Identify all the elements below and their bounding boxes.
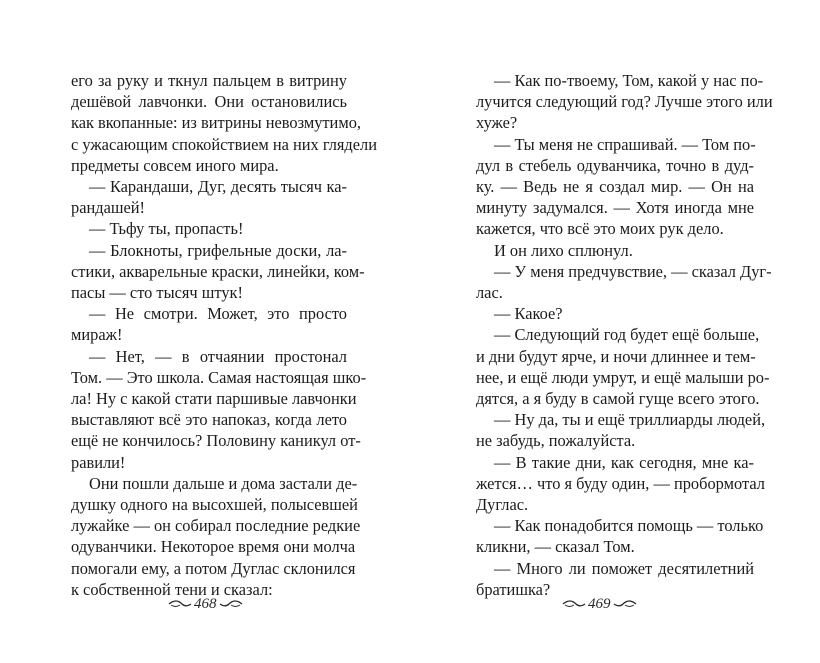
text-line: рандашей!: [71, 198, 145, 218]
folio-ornament-right-icon: [219, 598, 243, 610]
text-line: выставляют всё это напоказ, когда лето: [71, 410, 347, 430]
text-line: — Как по-твоему, Том, какой у нас по-: [494, 71, 764, 90]
left-page-text: [71, 70, 377, 600]
text-line: не забудь, пожалуйста.: [476, 431, 636, 451]
text-line: Том. — Это школа. Самая настоящая шко-: [71, 367, 367, 387]
text-line: одуванчики. Некоторое время они молча: [71, 537, 356, 557]
text-line: предметы совсем иного мира.: [71, 155, 279, 175]
left-page-number: 468: [194, 595, 217, 612]
text-line: ла! Ну с какой стати паршивые лавчонки: [71, 389, 357, 409]
text-line: стики, акварельные краски, линейки, ком-: [71, 261, 365, 281]
text-line: ку. — Ведь не я создал мир. — Он на: [476, 177, 754, 197]
text-line: лужайке — он собирал последние редкие: [71, 516, 361, 536]
text-line: с ужасающим спокойствием на них глядели: [71, 134, 377, 154]
text-line: — Карандаши, Дуг, десять тысяч ка-: [89, 177, 347, 197]
text-line: Дуглас.: [476, 495, 529, 515]
right-page-folio: [562, 593, 637, 615]
text-line: — Нет, — в отчаянии простонал: [89, 346, 347, 366]
folio-ornament-left-icon: [562, 598, 586, 610]
text-line: — Ну да, ты и ещё триллиарды людей,: [494, 410, 766, 430]
text-line: кажется, что всё это моих рук дело.: [476, 219, 724, 239]
text-line: лас.: [476, 283, 503, 303]
text-line: пасы — сто тысяч штук!: [71, 283, 243, 303]
text-line: братишка?: [476, 579, 551, 599]
text-line: — У меня предчувствие, — сказал Дуг-: [494, 261, 772, 281]
text-line: — Ты меня не спрашивай. — Том по-: [494, 134, 756, 154]
text-line: — Какое?: [494, 304, 563, 324]
text-line: дятся, а я буду в самой гуще всего этого.: [476, 389, 760, 409]
left-page-folio: [168, 593, 243, 615]
folio-ornament-left-icon: [168, 598, 192, 610]
text-line: мираж!: [71, 325, 123, 345]
text-line: помогали ему, а потом Дуглас склонился: [71, 558, 356, 578]
text-line: Они пошли дальше и дома застали де-: [89, 473, 358, 493]
text-line: как вкопанные: из витрины невозмутимо,: [71, 113, 361, 133]
right-page-text: [476, 70, 773, 600]
folio-ornament-right-icon: [613, 598, 637, 610]
text-line: к собственной тени и сказал:: [71, 579, 273, 599]
text-line: — Следующий год будет ещё больше,: [494, 325, 760, 345]
text-line: и дни будут ярче, и ночи длиннее и тем-: [476, 346, 756, 366]
text-line: кликни, — сказал Том.: [476, 537, 635, 557]
text-line: — Как понадобится помощь — только: [494, 516, 764, 536]
text-line: дул в стебель одуванчика, точно в дуд-: [476, 155, 754, 175]
right-page: [410, 0, 820, 663]
text-line: его за руку и ткнул пальцем в витрину: [71, 71, 347, 90]
text-line: И он лихо сплюнул.: [494, 240, 633, 260]
text-line: хуже?: [476, 113, 518, 133]
text-line: ещё не кончилось? Половину каникул от-: [71, 431, 361, 451]
text-line: — Тьфу ты, пропасть!: [89, 219, 244, 239]
text-line: — Блокноты, грифельные доски, ла-: [89, 240, 347, 260]
text-line: нее, и ещё люди умрут, и ещё малыши ро-: [476, 367, 770, 387]
text-line: душку одного на высохшей, полысевшей: [71, 495, 358, 515]
text-line: — Много ли поможет десятилетний: [494, 558, 754, 578]
text-line: жется… что я буду один, — пробормотал: [476, 473, 765, 493]
text-line: минуту задумался. — Хотя иногда мне: [476, 198, 754, 218]
right-page-number: 469: [588, 595, 611, 612]
text-line: лучится следующий год? Лучше этого или: [476, 92, 773, 112]
text-line: — Не смотри. Может, это просто: [89, 304, 347, 324]
text-line: равили!: [71, 452, 126, 472]
text-line: дешёвой лавчонки. Они остановились: [71, 92, 347, 112]
text-line: — В такие дни, как сегодня, мне ка-: [494, 452, 754, 472]
